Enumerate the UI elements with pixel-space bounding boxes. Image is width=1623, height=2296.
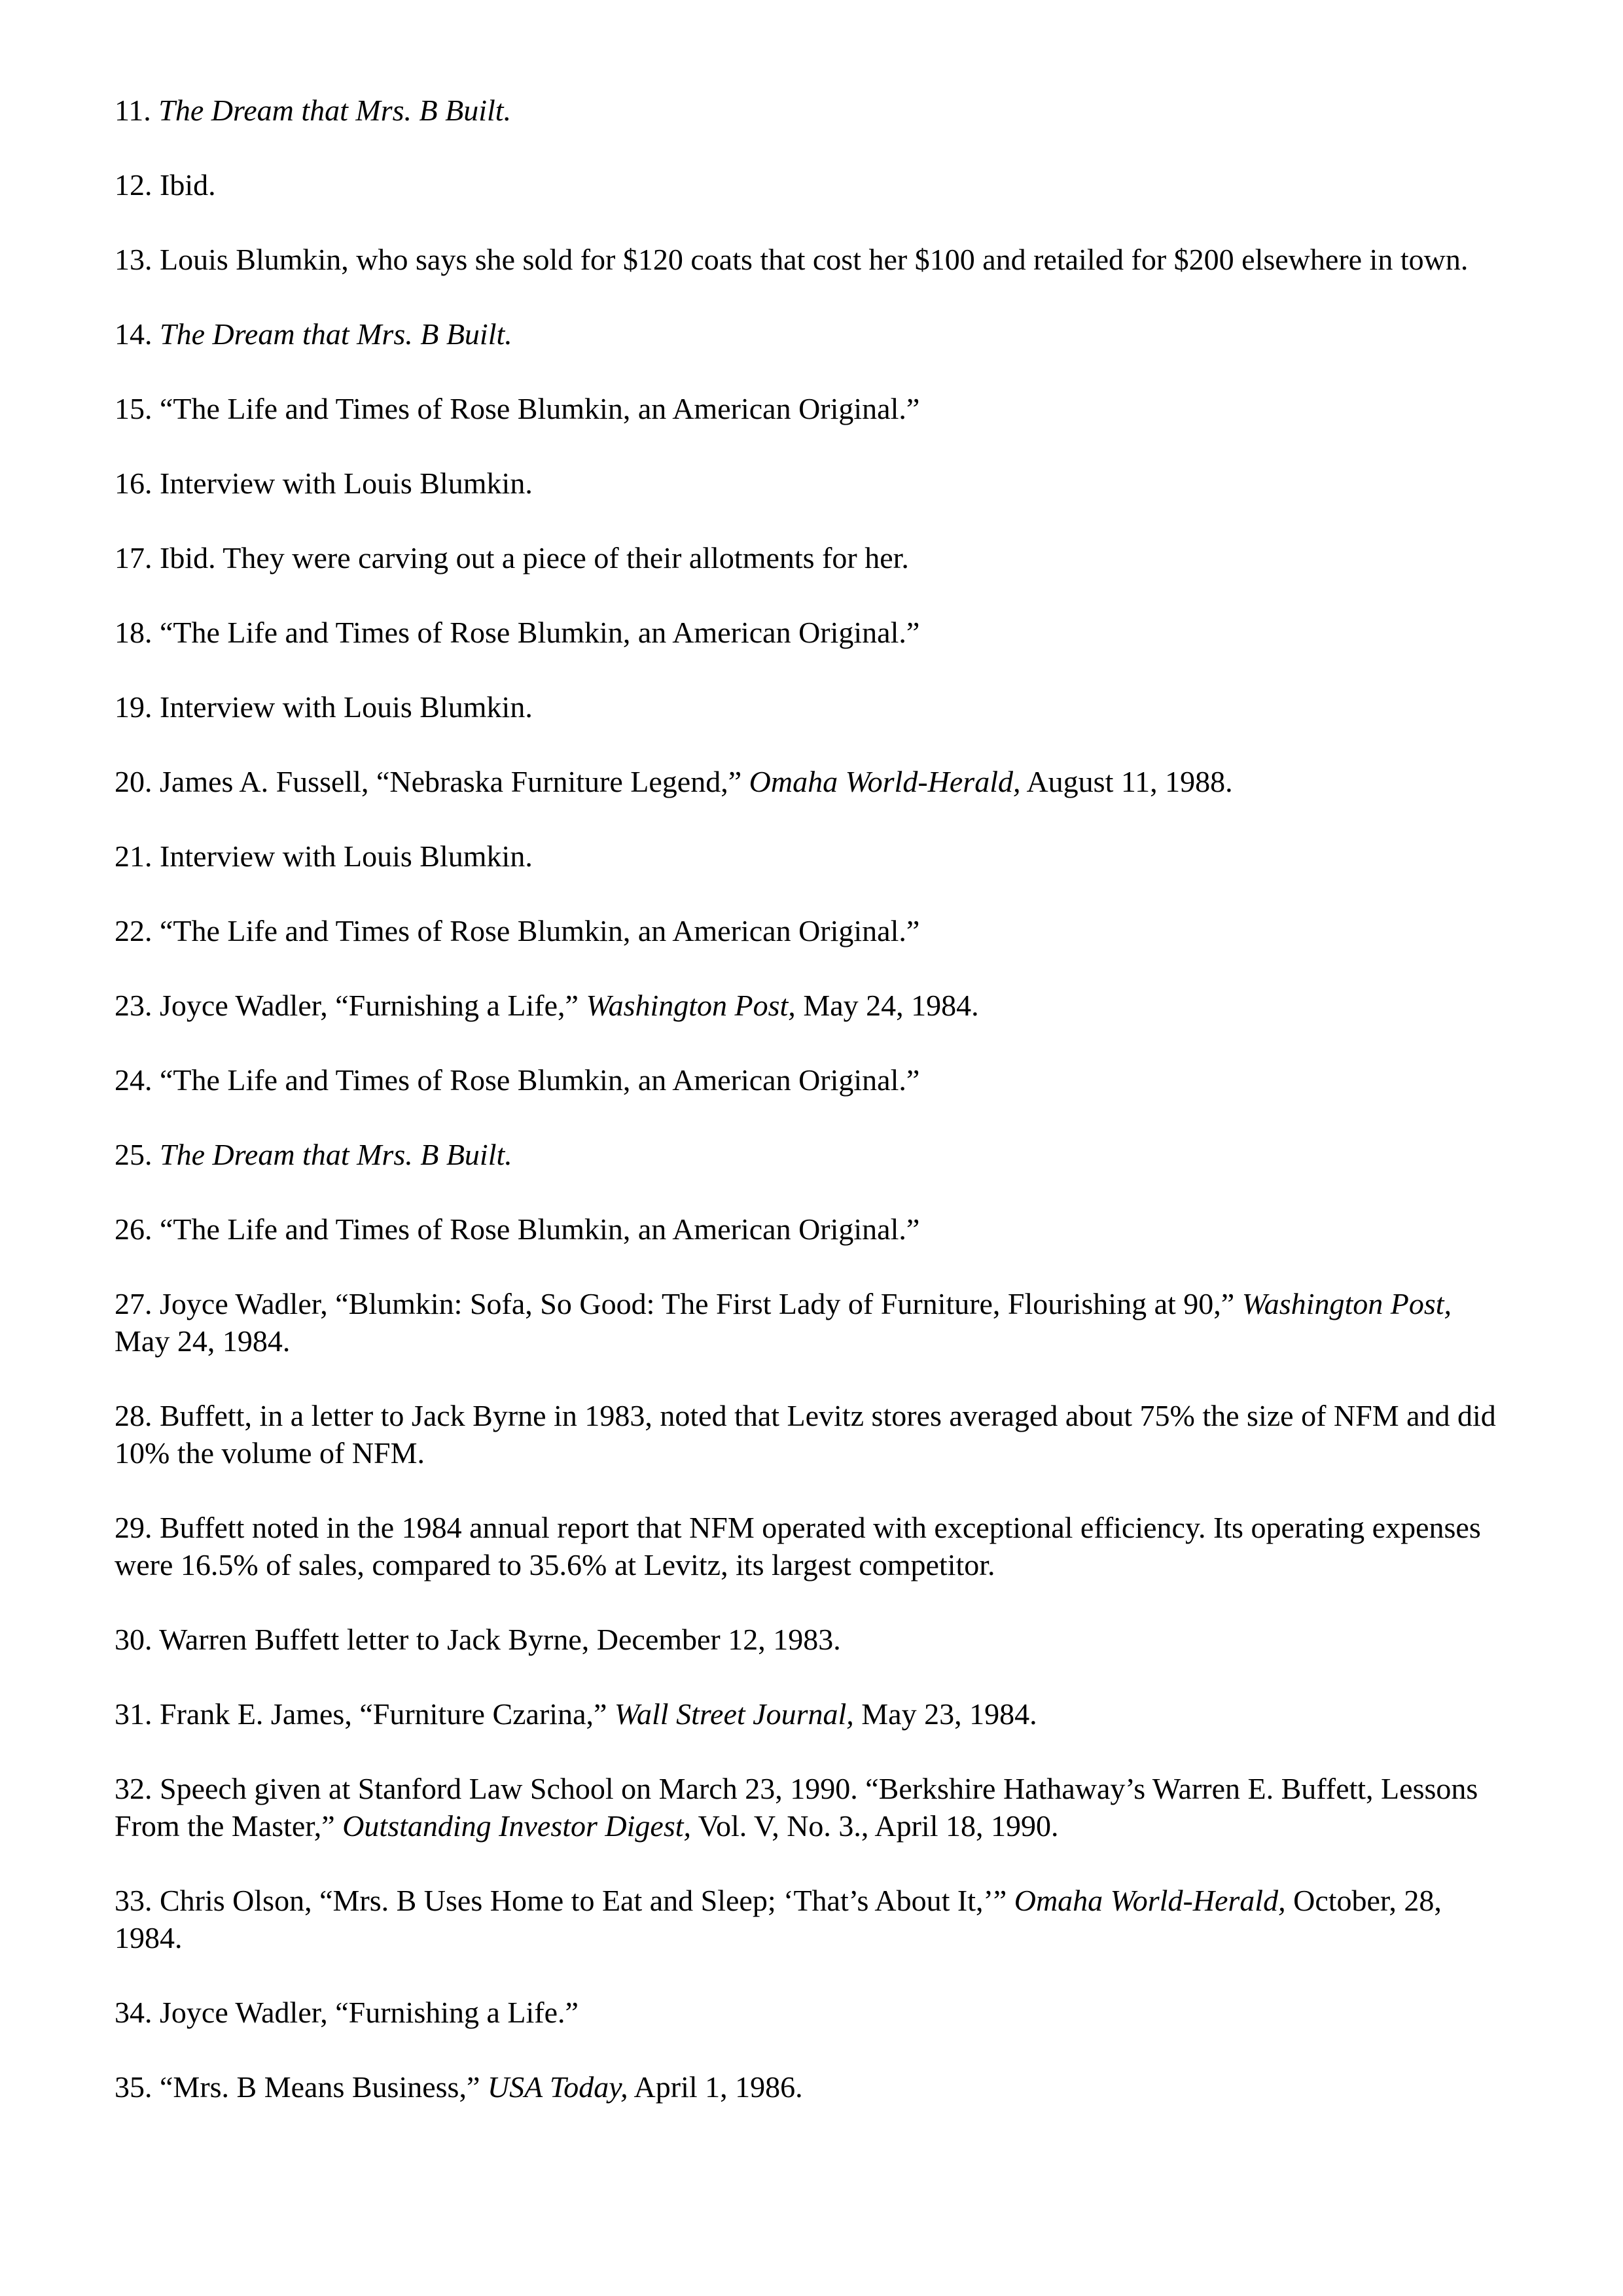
endnote-source-title: USA Today, [487,2070,628,2104]
endnote-number: 30. [115,1623,152,1656]
endnote-text: Interview with Louis Blumkin. [160,467,533,500]
endnote-text: Buffett noted in the 1984 annual report that NFM operated with exceptional efficiency. Its operating expenses were 16.5% of sales, compared to 35.6% at Levitz, its largest competitor. [115,1511,1481,1581]
endnote-item [115,539,1508,576]
endnote-number: 17. [115,541,152,574]
endnote-source-title: Omaha World-Herald, [749,765,1021,798]
endnote-number: 14. [115,317,152,351]
endnote-item [115,688,1508,726]
endnote-source-title: Washington Post, [586,989,796,1022]
endnote-item [115,614,1508,651]
endnote-number: 21. [115,839,152,873]
endnote-source-title: Washington Post, [1241,1287,1452,1320]
endnote-number: 22. [115,914,152,947]
endnote-text: Speech given at Stanford Law School on March 23, 1990. “Berkshire Hathaway’s Warren E. Buffett, Lessons From the Master,” [115,1772,1478,1843]
endnote-item [115,763,1508,800]
endnote-text: Louis Blumkin, who says she sold for $120 coats that cost her $100 and retailed for $200 elsewhere in town. [160,243,1469,276]
endnote-text: “The Life and Times of Rose Blumkin, an American Original.” [160,1212,920,1246]
endnote-text: “The Life and Times of Rose Blumkin, an American Original.” [160,616,920,649]
endnote-number: 33. [115,1884,152,1917]
endnote-source-title: The Dream that Mrs. B Built. [158,94,512,127]
endnote-item [115,390,1508,427]
endnote-text: April 1, 1986. [628,2070,803,2104]
endnote-item [115,1509,1508,1583]
endnote-text: Frank E. James, “Furniture Czarina,” [160,1697,615,1731]
endnote-text: August 11, 1988. [1020,765,1233,798]
endnote-number: 28. [115,1399,152,1432]
endnote-number: 18. [115,616,152,649]
endnote-text: Buffett, in a letter to Jack Byrne in 1983, noted that Levitz stores averaged about 75% the size of NFM and did 10% the volume of NFM. [115,1399,1496,1470]
endnote-item [115,1061,1508,1099]
endnote-text: “Mrs. B Means Business,” [160,2070,488,2104]
endnote-number: 29. [115,1511,152,1544]
endnote-number: 26. [115,1212,152,1246]
endnote-item [115,92,1508,129]
endnote-number: 25. [115,1138,152,1171]
endnote-text: Warren Buffett letter to Jack Byrne, December 12, 1983. [159,1623,841,1656]
endnote-item [115,241,1508,278]
endnote-item [115,1770,1508,1845]
endnote-text: James A. Fussell, “Nebraska Furniture Legend,” [160,765,749,798]
endnote-text: Ibid. [160,168,216,202]
endnote-text: May 24, 1984. [795,989,979,1022]
endnote-item [115,1695,1508,1733]
endnote-source-title: Wall Street Journal, [614,1697,854,1731]
endnote-item [115,912,1508,949]
endnote-number: 23. [115,989,152,1022]
endnote-item [115,838,1508,875]
endnote-item [115,166,1508,203]
endnote-number: 12. [115,168,152,202]
endnote-item [115,2068,1508,2106]
endnote-text: May 24, 1984. [115,1324,291,1358]
endnote-item [115,1285,1508,1360]
endnotes-list [115,92,1508,2143]
endnote-number: 16. [115,467,152,500]
endnote-number: 32. [115,1772,152,1805]
endnote-item [115,1136,1508,1173]
endnote-text: Joyce Wadler, “Furnishing a Life.” [160,1996,579,2029]
endnote-source-title: Outstanding Investor Digest, [342,1809,691,1843]
endnote-text: Vol. V, No. 3., April 18, 1990. [691,1809,1059,1843]
endnote-item [115,465,1508,502]
endnote-number: 20. [115,765,152,798]
endnote-item [115,315,1508,353]
endnote-number: 19. [115,690,152,724]
endnote-source-title: Omaha World-Herald, [1014,1884,1286,1917]
endnote-text: Joyce Wadler, “Blumkin: Sofa, So Good: The First Lady of Furniture, Flourishing at 90,” [160,1287,1242,1320]
endnote-item [115,1882,1508,1956]
endnote-text: “The Life and Times of Rose Blumkin, an American Original.” [160,914,920,947]
endnote-text: Interview with Louis Blumkin. [160,839,533,873]
endnote-text: “The Life and Times of Rose Blumkin, an American Original.” [160,392,920,425]
endnote-item [115,1621,1508,1658]
endnote-text: Chris Olson, “Mrs. B Uses Home to Eat and Sleep; ‘That’s About It,’” [160,1884,1014,1917]
endnote-number: 35. [115,2070,152,2104]
endnote-item [115,1994,1508,2031]
endnote-number: 24. [115,1063,152,1097]
endnote-text: Joyce Wadler, “Furnishing a Life,” [160,989,586,1022]
endnote-item [115,987,1508,1024]
endnote-number: 34. [115,1996,152,2029]
endnote-item [115,1397,1508,1472]
endnote-text: “The Life and Times of Rose Blumkin, an American Original.” [160,1063,920,1097]
endnote-number: 11. [115,94,151,127]
endnote-text: May 23, 1984. [853,1697,1037,1731]
endnote-number: 13. [115,243,152,276]
endnote-number: 31. [115,1697,152,1731]
endnote-source-title: The Dream that Mrs. B Built. [160,317,512,351]
endnote-number: 15. [115,392,152,425]
endnote-source-title: The Dream that Mrs. B Built. [160,1138,512,1171]
endnote-number: 27. [115,1287,152,1320]
endnote-text: Interview with Louis Blumkin. [160,690,533,724]
endnote-text: October, 28, 1984. [115,1884,1442,1954]
endnote-text: Ibid. They were carving out a piece of their allotments for her. [160,541,909,574]
endnote-item [115,1210,1508,1248]
